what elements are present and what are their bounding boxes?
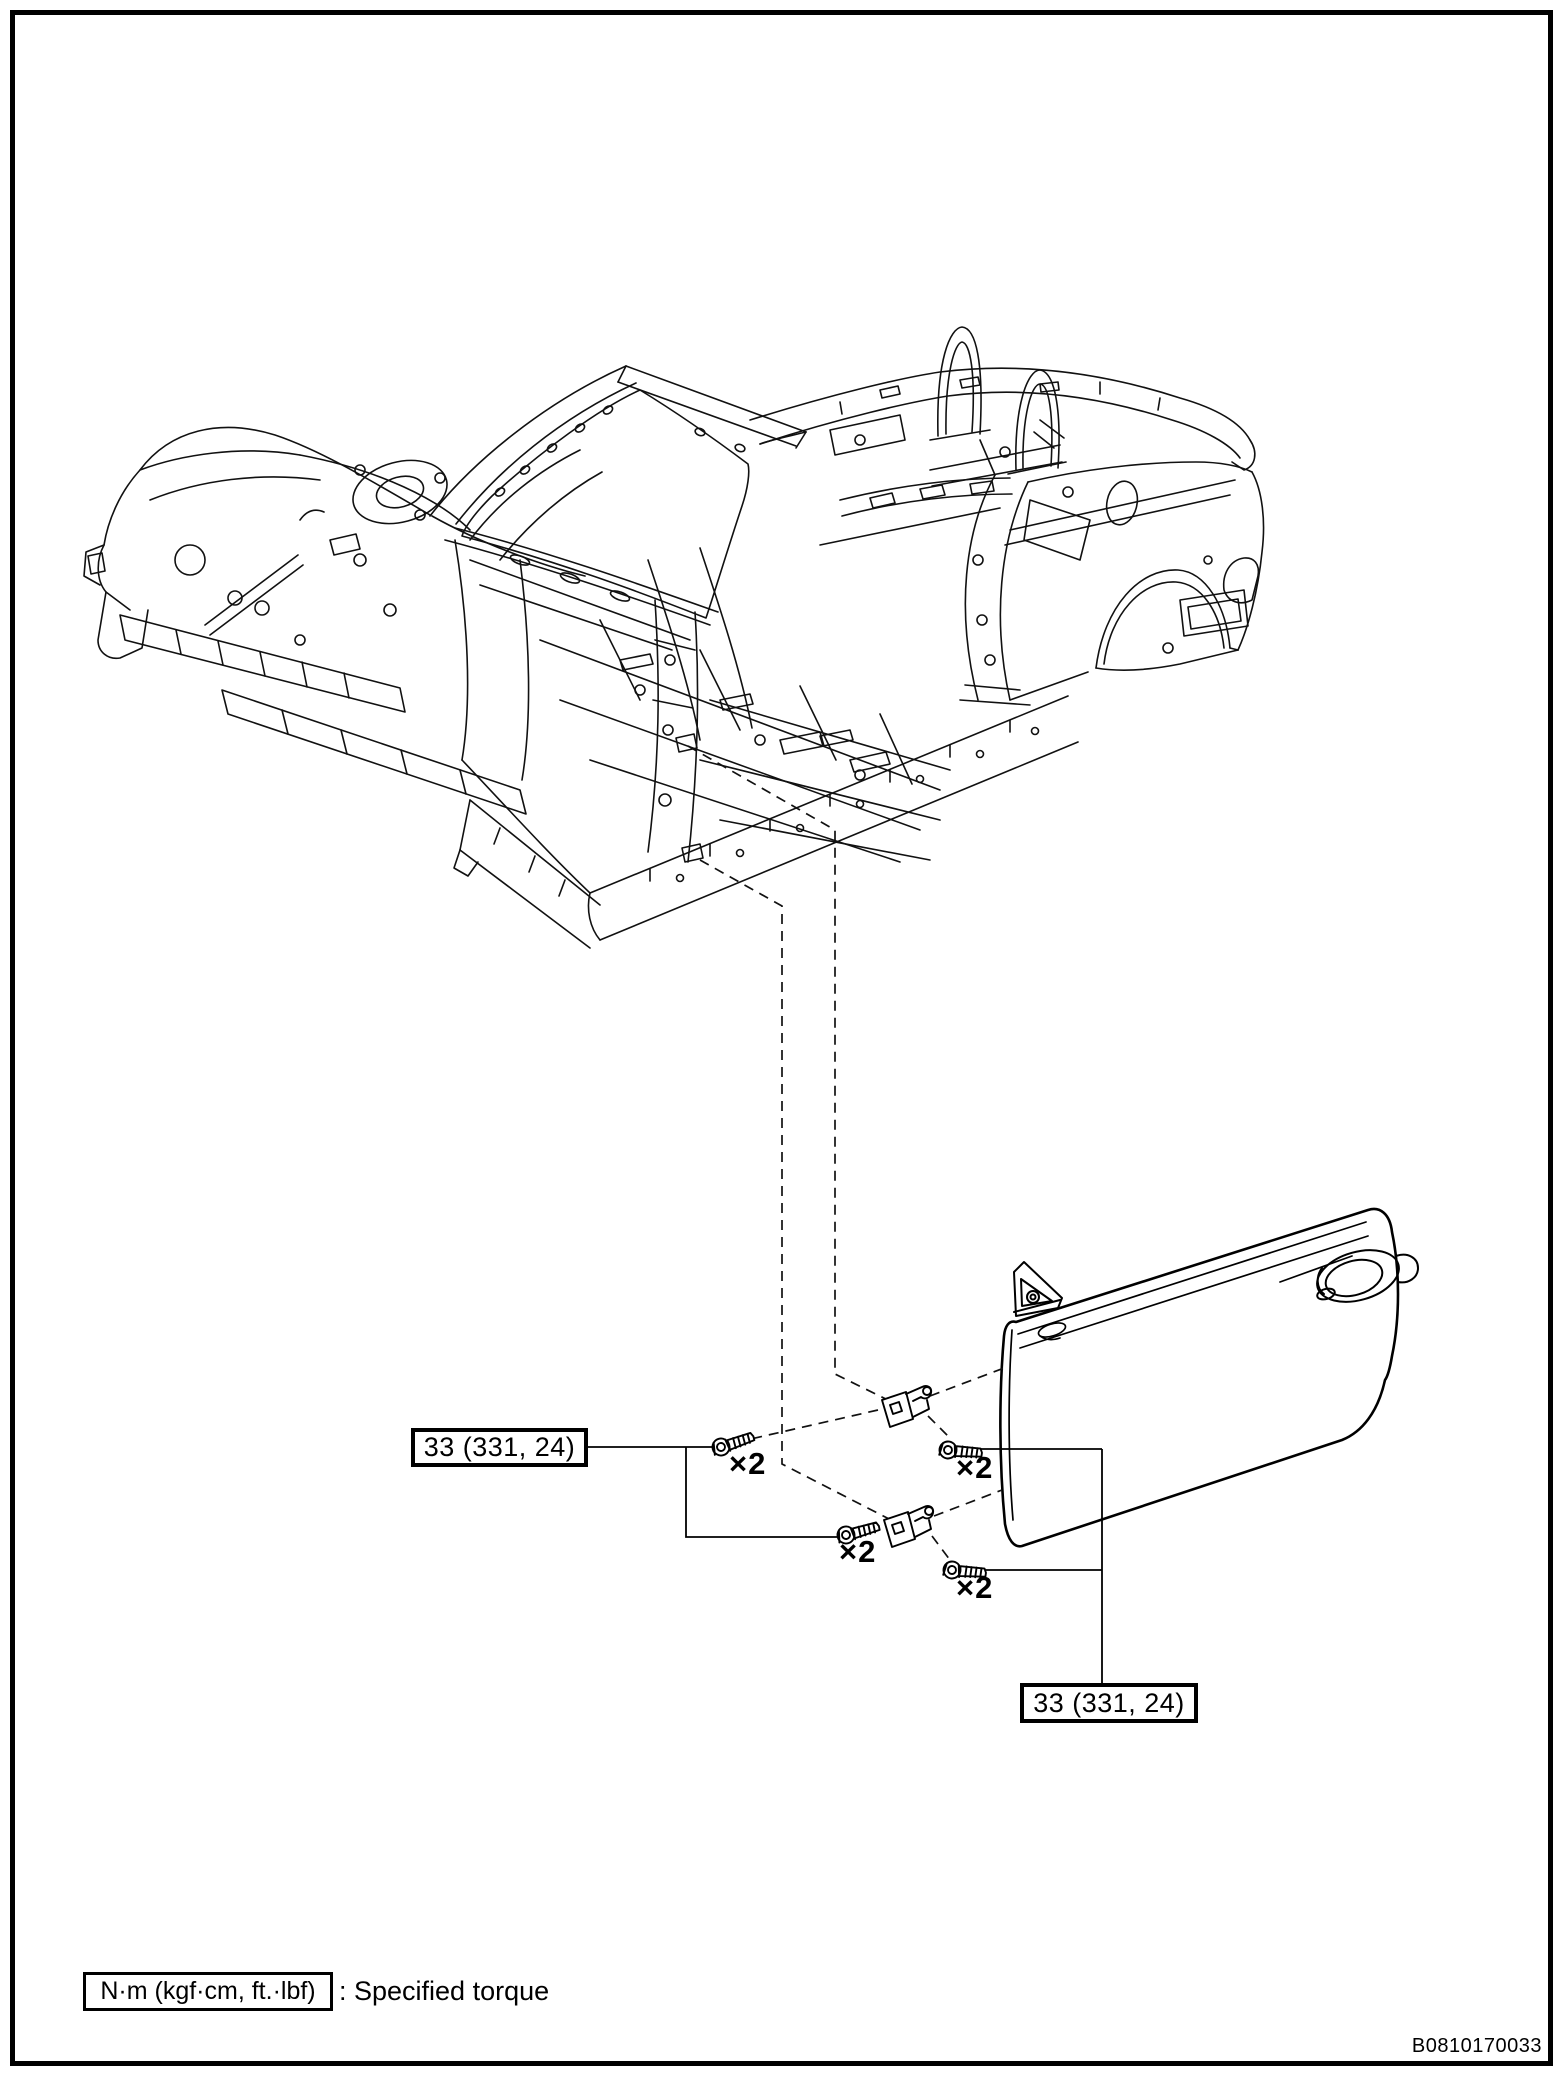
door-panel-drawing [1000, 1209, 1418, 1546]
door-hinge-icons [882, 1386, 933, 1547]
dashed-hinge-to-bolt-ul [742, 1410, 878, 1441]
dashed-hinge-to-bolt-ur [928, 1416, 952, 1440]
car-body-drawing [84, 327, 1264, 948]
torque-callout-box-right [1020, 1683, 1198, 1723]
torque-legend-units: N·m (kgf·cm, ft.·lbf) [100, 1977, 316, 2005]
torque-legend-box [83, 1972, 333, 2011]
dashed-leader-lower-hinge [700, 860, 893, 1521]
quantity-label-lower-left: ×2 [839, 1534, 877, 1569]
torque-legend-description: : Specified torque [339, 1976, 550, 2006]
dashed-hinge-to-door-lower [934, 1490, 1002, 1516]
dashed-hinge-to-bolt-lr [932, 1536, 950, 1560]
torque-callout-box-left [411, 1428, 588, 1467]
dashed-hinge-to-door-upper [930, 1368, 1004, 1396]
quantity-label-upper-left: ×2 [729, 1446, 767, 1481]
upper-door-hinge-icon [882, 1386, 931, 1427]
lower-door-hinge-icon [884, 1506, 933, 1547]
torque-callout-left-label: 33 (331, 24) [423, 1432, 576, 1462]
figure-reference-code: B0810170033 [1411, 2035, 1542, 2057]
torque-callout-right-label: 33 (331, 24) [1033, 1687, 1185, 1718]
quantity-label-upper-right: ×2 [956, 1450, 994, 1485]
dashed-leader-upper-hinge [688, 746, 896, 1404]
quantity-label-lower-right: ×2 [956, 1570, 994, 1605]
